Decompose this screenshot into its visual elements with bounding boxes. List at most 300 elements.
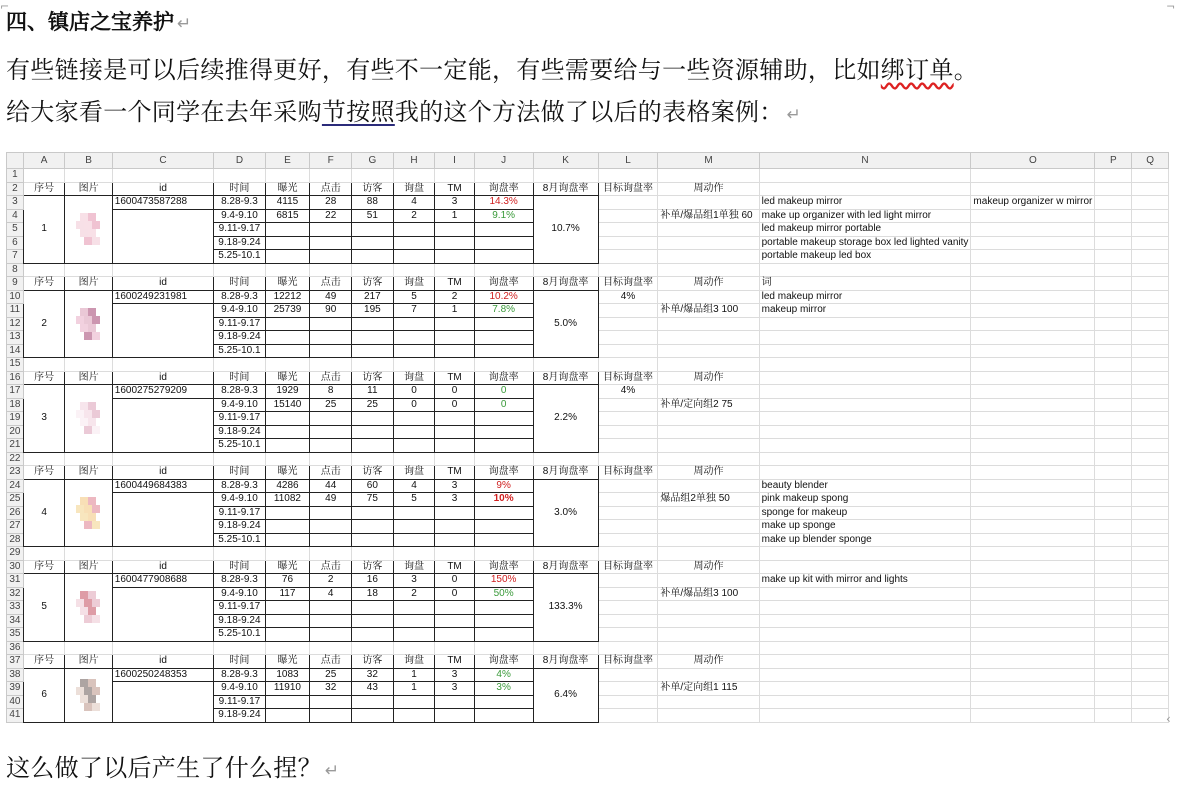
exposure-cell: 6815	[265, 209, 310, 223]
product-thumb-1	[72, 209, 106, 249]
inquiry-rate-cell	[474, 250, 533, 264]
click-cell	[310, 614, 352, 628]
time-cell: 9.4-9.10	[214, 398, 265, 412]
id-cell-empty	[112, 398, 214, 452]
corner-marker-right: ¬	[1166, 0, 1176, 13]
return-mark-icon: ↵	[786, 105, 802, 125]
cell	[265, 169, 310, 183]
header-cell: 访客	[352, 371, 394, 385]
inquiry-cell	[393, 425, 435, 439]
cell	[971, 466, 1095, 480]
visitor-cell	[352, 331, 394, 345]
thumb-pixel	[88, 308, 96, 316]
header-cell: 目标询盘率	[598, 182, 658, 196]
inquiry-cell	[393, 695, 435, 709]
cell	[1132, 304, 1169, 318]
cell	[393, 358, 435, 372]
click-cell: 25	[310, 668, 352, 682]
visitor-cell	[352, 425, 394, 439]
header-cell: 访客	[352, 466, 394, 480]
cell	[1132, 169, 1169, 183]
cell	[310, 547, 352, 561]
paragraph-3: 这么做了以后产生了什么捏？ ↵	[6, 754, 340, 782]
month-rate-cell: 6.4%	[533, 668, 598, 722]
target-rate-cell	[598, 209, 658, 223]
click-cell: 32	[310, 682, 352, 696]
exposure-cell	[265, 439, 310, 453]
cell	[1132, 439, 1169, 453]
inquiry-rate-cell: 7.8%	[474, 304, 533, 318]
inquiry-rate-cell	[474, 695, 533, 709]
keyword-cell	[759, 695, 971, 709]
cell	[533, 641, 598, 655]
click-cell: 28	[310, 196, 352, 210]
header-cell: 点击	[310, 182, 352, 196]
block-header-row	[7, 560, 1169, 574]
exposure-cell	[265, 601, 310, 615]
thumb-pixel	[76, 221, 84, 229]
target-rate-cell	[598, 317, 658, 331]
action-cell	[658, 250, 759, 264]
action-cell	[658, 601, 759, 615]
inquiry-cell	[393, 533, 435, 547]
header-cell: id	[112, 277, 214, 291]
data-row	[7, 574, 1169, 588]
id-cell: 1600249231981	[112, 290, 214, 304]
cell	[1132, 250, 1169, 264]
block-header-row	[7, 277, 1169, 291]
header-cell: 图片	[65, 655, 112, 669]
inquiry-cell: 7	[393, 304, 435, 318]
header-cell: 序号	[23, 655, 65, 669]
time-cell: 9.11-9.17	[214, 223, 265, 237]
header-cell: 点击	[310, 371, 352, 385]
cell	[1132, 371, 1169, 385]
cell	[352, 358, 394, 372]
visitor-cell: 88	[352, 196, 394, 210]
row-header: 21	[7, 439, 24, 453]
header-cell: 询盘率	[474, 560, 533, 574]
cell	[112, 547, 214, 561]
tm-cell: 1	[435, 209, 474, 223]
cell	[393, 547, 435, 561]
cell	[1095, 331, 1132, 345]
inquiry-rate-cell: 3%	[474, 682, 533, 696]
keyword-cell: make up sponge	[759, 520, 971, 534]
keyword-cell: led makeup mirror portable	[759, 223, 971, 237]
cell	[310, 641, 352, 655]
cell	[1132, 682, 1169, 696]
time-cell: 8.28-9.3	[214, 290, 265, 304]
cell	[23, 641, 65, 655]
tm-cell	[435, 223, 474, 237]
cell	[971, 452, 1095, 466]
keyword-cell-2	[971, 331, 1095, 345]
inquiry-rate-cell	[474, 439, 533, 453]
exposure-cell: 4115	[265, 196, 310, 210]
action-cell	[658, 506, 759, 520]
cell	[1095, 614, 1132, 628]
visitor-cell	[352, 614, 394, 628]
time-cell: 9.11-9.17	[214, 506, 265, 520]
cell	[435, 358, 474, 372]
thumb-pixel	[92, 521, 100, 529]
thumb-pixel	[84, 521, 92, 529]
cell	[971, 560, 1095, 574]
thumb-pixel	[84, 410, 92, 418]
header-cell: 询盘率	[474, 182, 533, 196]
time-cell: 9.18-9.24	[214, 520, 265, 534]
cell	[598, 452, 658, 466]
time-cell: 9.18-9.24	[214, 614, 265, 628]
inquiry-cell: 0	[393, 385, 435, 399]
cell	[1132, 277, 1169, 291]
keyword-cell-2	[971, 209, 1095, 223]
target-rate-cell	[598, 439, 658, 453]
cell	[352, 263, 394, 277]
cell	[1132, 628, 1169, 642]
paragraph-1: 有些链接是可以后续推得更好，有些不一定能，有些需要给与一些资源辅助，比如绑订单。	[6, 56, 979, 84]
time-cell: 9.11-9.17	[214, 412, 265, 426]
id-cell: 1600275279209	[112, 385, 214, 399]
id-cell-empty	[112, 587, 214, 641]
action-cell	[658, 412, 759, 426]
thumb-pixel	[88, 513, 96, 521]
column-header: L	[598, 153, 658, 169]
header-cell: 询盘	[393, 182, 435, 196]
row-header: 15	[7, 358, 24, 372]
keyword-cell	[759, 317, 971, 331]
exposure-cell	[265, 520, 310, 534]
thumb-pixel	[76, 687, 84, 695]
thumb-pixel	[80, 513, 88, 521]
header-cell: 曝光	[265, 277, 310, 291]
image-cell	[65, 290, 112, 358]
header-cell: id	[112, 182, 214, 196]
header-cell: 目标询盘率	[598, 466, 658, 480]
cell	[1095, 412, 1132, 426]
tm-cell: 0	[435, 574, 474, 588]
cell	[1095, 317, 1132, 331]
keyword-cell-2	[971, 223, 1095, 237]
keyword-cell-2	[971, 614, 1095, 628]
visitor-cell: 51	[352, 209, 394, 223]
row-header: 25	[7, 493, 24, 507]
header-cell: 8月询盘率	[533, 655, 598, 669]
header-cell: id	[112, 655, 214, 669]
visitor-cell	[352, 533, 394, 547]
month-rate-cell: 3.0%	[533, 479, 598, 547]
block-header-row	[7, 466, 1169, 480]
cell	[533, 263, 598, 277]
cell	[1132, 614, 1169, 628]
cell	[65, 263, 112, 277]
thumb-pixel	[80, 213, 88, 221]
header-cell: TM	[435, 182, 474, 196]
header-cell: 目标询盘率	[598, 277, 658, 291]
thumb-pixel	[92, 237, 100, 245]
tm-cell	[435, 317, 474, 331]
click-cell	[310, 439, 352, 453]
thumb-pixel	[88, 213, 96, 221]
header-cell: 8月询盘率	[533, 560, 598, 574]
visitor-cell: 32	[352, 668, 394, 682]
cell	[1132, 709, 1169, 723]
visitor-cell: 18	[352, 587, 394, 601]
cell	[1132, 317, 1169, 331]
row-header: 12	[7, 317, 24, 331]
cell	[435, 169, 474, 183]
header-cell: 图片	[65, 371, 112, 385]
click-cell	[310, 533, 352, 547]
action-cell	[658, 668, 759, 682]
tm-cell	[435, 506, 474, 520]
row-header: 32	[7, 587, 24, 601]
inquiry-cell	[393, 317, 435, 331]
keyword-cell	[759, 398, 971, 412]
header-cell: id	[112, 466, 214, 480]
cell	[1095, 277, 1132, 291]
tm-cell	[435, 236, 474, 250]
cell	[759, 641, 971, 655]
cell	[1132, 385, 1169, 399]
cell	[658, 169, 759, 183]
cell	[214, 547, 265, 561]
product-thumb-6	[72, 675, 106, 715]
time-cell: 5.25-10.1	[214, 628, 265, 642]
click-cell	[310, 506, 352, 520]
inquiry-rate-cell: 150%	[474, 574, 533, 588]
visitor-cell: 16	[352, 574, 394, 588]
cell	[598, 169, 658, 183]
corner-marker-left: ⌐	[0, 0, 10, 13]
row-header: 27	[7, 520, 24, 534]
action-cell	[658, 533, 759, 547]
cell	[598, 358, 658, 372]
cell	[1095, 236, 1132, 250]
cell	[65, 641, 112, 655]
column-header: M	[658, 153, 759, 169]
exposure-cell	[265, 317, 310, 331]
time-cell: 5.25-10.1	[214, 250, 265, 264]
cell	[1132, 601, 1169, 615]
cell	[759, 547, 971, 561]
exposure-cell	[265, 506, 310, 520]
header-cell: 曝光	[265, 655, 310, 669]
id-cell-empty	[112, 682, 214, 723]
target-rate-cell	[598, 587, 658, 601]
cell	[1095, 466, 1132, 480]
cell	[265, 641, 310, 655]
cell	[310, 169, 352, 183]
cell	[1095, 668, 1132, 682]
keyword-cell-2	[971, 709, 1095, 723]
header-cell: TM	[435, 371, 474, 385]
thumb-pixel	[92, 426, 100, 434]
header-cell: 曝光	[265, 182, 310, 196]
time-cell: 8.28-9.3	[214, 574, 265, 588]
cell	[1095, 709, 1132, 723]
keyword-cell	[759, 601, 971, 615]
product-thumb-4	[72, 493, 106, 533]
cell	[1132, 641, 1169, 655]
cell	[112, 263, 214, 277]
header-cell: 时间	[214, 277, 265, 291]
visitor-cell: 11	[352, 385, 394, 399]
inquiry-cell: 2	[393, 587, 435, 601]
header-cell: 访客	[352, 655, 394, 669]
visitor-cell	[352, 439, 394, 453]
return-mark-icon: ↵	[177, 14, 192, 34]
cell	[1132, 533, 1169, 547]
keyword-cell	[759, 439, 971, 453]
row-header: 33	[7, 601, 24, 615]
keyword-header	[759, 560, 971, 574]
header-cell: 8月询盘率	[533, 371, 598, 385]
tm-cell	[435, 520, 474, 534]
inquiry-cell	[393, 520, 435, 534]
inquiry-cell	[393, 709, 435, 723]
thumb-pixel	[76, 316, 84, 324]
keyword-cell-2	[971, 290, 1095, 304]
cell	[65, 169, 112, 183]
cell	[214, 263, 265, 277]
visitor-cell	[352, 709, 394, 723]
cell	[474, 547, 533, 561]
cell	[1095, 452, 1132, 466]
visitor-cell	[352, 236, 394, 250]
inquiry-rate-cell: 0	[474, 398, 533, 412]
cell	[1095, 250, 1132, 264]
header-cell: 点击	[310, 560, 352, 574]
target-rate-cell	[598, 223, 658, 237]
thumb-pixel	[76, 505, 84, 513]
tm-cell	[435, 601, 474, 615]
paragraph-2: 给大家看一个同学在去年采购节按照我的这个方法做了以后的表格案例： ↵	[6, 98, 802, 126]
thumb-pixel	[80, 679, 88, 687]
seq-cell: 4	[23, 479, 65, 547]
cell	[971, 547, 1095, 561]
column-header: B	[65, 153, 112, 169]
cell	[598, 641, 658, 655]
cell	[435, 263, 474, 277]
target-rate-cell	[598, 709, 658, 723]
action-cell	[658, 425, 759, 439]
visitor-cell	[352, 250, 394, 264]
inquiry-cell	[393, 506, 435, 520]
exposure-cell	[265, 236, 310, 250]
cell	[310, 263, 352, 277]
column-header-row	[7, 153, 1169, 169]
cell	[474, 452, 533, 466]
inquiry-rate-cell	[474, 601, 533, 615]
cell	[474, 641, 533, 655]
visitor-cell: 25	[352, 398, 394, 412]
cell	[533, 547, 598, 561]
exposure-cell	[265, 331, 310, 345]
header-cell: 询盘	[393, 560, 435, 574]
inquiry-cell: 1	[393, 668, 435, 682]
cell	[658, 358, 759, 372]
cell	[1095, 682, 1132, 696]
inquiry-cell	[393, 628, 435, 642]
tm-cell	[435, 425, 474, 439]
row-header: 18	[7, 398, 24, 412]
keyword-cell-2	[971, 574, 1095, 588]
cell	[393, 263, 435, 277]
exposure-cell: 12212	[265, 290, 310, 304]
thumb-pixel	[92, 316, 100, 324]
thumb-pixel	[84, 687, 92, 695]
inquiry-cell	[393, 250, 435, 264]
click-cell	[310, 628, 352, 642]
header-cell: 曝光	[265, 560, 310, 574]
seq-cell: 5	[23, 574, 65, 642]
column-header: K	[533, 153, 598, 169]
product-thumb-3	[72, 398, 106, 438]
cell	[214, 452, 265, 466]
target-rate-cell	[598, 479, 658, 493]
thumb-pixel	[92, 615, 100, 623]
keyword-cell-2	[971, 439, 1095, 453]
header-cell: 询盘率	[474, 371, 533, 385]
cell	[1095, 371, 1132, 385]
target-rate-cell	[598, 344, 658, 358]
header-cell: 时间	[214, 371, 265, 385]
header-cell: 序号	[23, 182, 65, 196]
cell	[1095, 479, 1132, 493]
header-cell: TM	[435, 655, 474, 669]
scroll-left-icon: ‹	[1166, 712, 1171, 726]
header-cell: 访客	[352, 560, 394, 574]
header-cell: 询盘率	[474, 277, 533, 291]
spreadsheet-screenshot	[6, 152, 1169, 726]
action-cell: 爆品组2单独 50	[658, 493, 759, 507]
header-cell: 图片	[65, 277, 112, 291]
time-cell: 9.4-9.10	[214, 682, 265, 696]
id-cell-empty	[112, 493, 214, 547]
keyword-cell	[759, 412, 971, 426]
keyword-cell-2	[971, 601, 1095, 615]
exposure-cell	[265, 344, 310, 358]
exposure-cell	[265, 533, 310, 547]
action-cell: 补单/爆品组3 100	[658, 587, 759, 601]
cell	[759, 358, 971, 372]
thumb-pixel	[84, 505, 92, 513]
cell	[598, 263, 658, 277]
inquiry-rate-cell	[474, 317, 533, 331]
header-cell: 询盘率	[474, 655, 533, 669]
cell	[1132, 236, 1169, 250]
click-cell	[310, 250, 352, 264]
row-header: 6	[7, 236, 24, 250]
header-cell: id	[112, 371, 214, 385]
cell	[352, 169, 394, 183]
row-header: 29	[7, 547, 24, 561]
action-cell: 补单/定向组2 75	[658, 398, 759, 412]
keyword-cell-2	[971, 425, 1095, 439]
thumb-pixel	[92, 332, 100, 340]
cell	[1095, 560, 1132, 574]
row-header: 10	[7, 290, 24, 304]
tm-cell	[435, 412, 474, 426]
thumb-pixel	[80, 308, 88, 316]
cell	[393, 169, 435, 183]
cell	[1132, 520, 1169, 534]
target-rate-cell	[598, 601, 658, 615]
cell	[23, 263, 65, 277]
column-header: C	[112, 153, 214, 169]
